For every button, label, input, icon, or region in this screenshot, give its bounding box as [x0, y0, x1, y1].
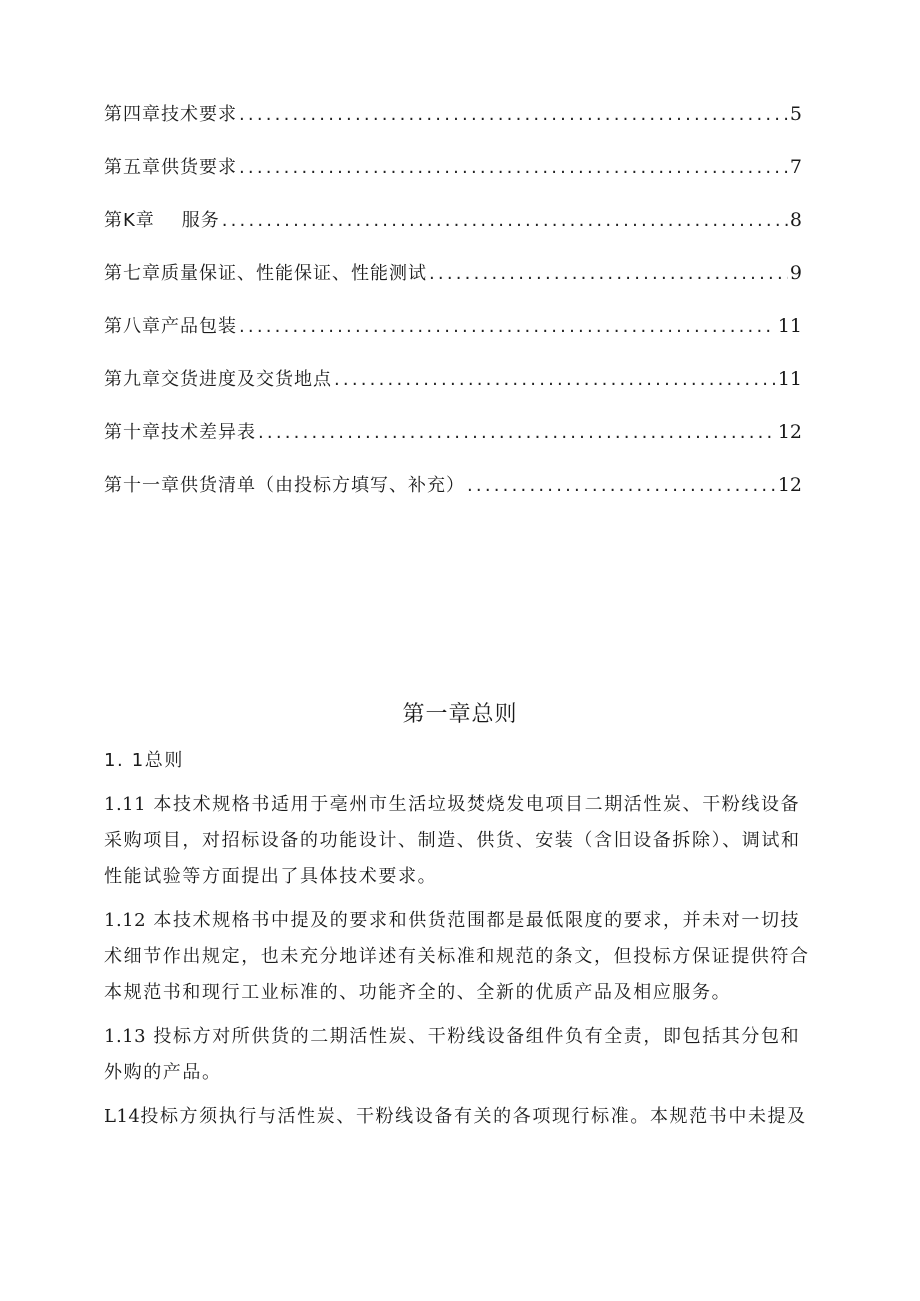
toc-entry[interactable] — [104, 206, 802, 259]
toc-entry-page: 11 — [777, 368, 802, 390]
toc-entry[interactable] — [104, 153, 802, 206]
clause-number: 1.13 — [104, 1026, 147, 1047]
toc-dot-leader — [258, 422, 776, 443]
toc-entry-title: 第九章交货进度及交货地点 — [104, 369, 332, 390]
clause-number: 1.12 — [104, 910, 147, 931]
clause-paragraph — [104, 1099, 818, 1135]
toc-entry[interactable] — [104, 418, 802, 471]
toc-entry-title: 第七章质量保证、性能保证、性能测试 — [104, 263, 427, 284]
toc-dot-leader — [239, 157, 788, 178]
toc-entry-title: 第十一章供货清单（由投标方填写、补充） — [104, 475, 465, 496]
toc-entry-title: 第八章产品包装 — [104, 316, 237, 337]
clause-paragraph — [104, 1019, 818, 1091]
chapter-heading: 第一章总则 — [402, 702, 518, 727]
toc-entry[interactable] — [104, 259, 802, 312]
toc-dot-leader — [429, 263, 788, 284]
clause-text: 投标方须执行与活性炭、干粉线设备有关的各项现行标准。本规范书中未提及 — [140, 1106, 807, 1127]
toc-entry[interactable] — [104, 471, 802, 524]
clause-text: 本技术规格书中提及的要求和供货范围都是最低限度的要求，并未对一切技术细节作出规定，也未充分地详述有关标准和规范的条文，但投标方保证提供符合本规范书和现行工业标准的、功能齐全的、全新的优质产品及相应服务。 — [104, 910, 810, 1003]
table-of-contents — [104, 100, 802, 524]
toc-entry[interactable] — [104, 100, 802, 153]
toc-entry-page: 12 — [777, 421, 802, 443]
toc-dot-leader — [239, 104, 788, 125]
clause-number: L14 — [104, 1106, 141, 1127]
toc-entry-title: 第四章技术要求 — [104, 104, 237, 125]
toc-entry-title: 第十章技术差异表 — [104, 422, 256, 443]
clause-paragraph — [104, 903, 818, 1011]
clause-number: 1.11 — [104, 794, 147, 815]
chapter-body — [104, 743, 818, 1143]
clause-text: 本技术规格书适用于亳州市生活垃圾焚烧发电项目二期活性炭、干粉线设备采购项目，对招标设备的功能设计、制造、供货、安装（含旧设备拆除）、调试和性能试验等方面提出了具体技术要求。 — [104, 794, 801, 887]
toc-entry-page: 12 — [777, 474, 802, 496]
toc-entry-page: 7 — [789, 156, 802, 178]
toc-entry-page: 5 — [789, 103, 802, 125]
toc-entry-title: 第K章 服务 — [104, 210, 220, 231]
toc-entry[interactable] — [104, 312, 802, 365]
toc-entry-title: 第五章供货要求 — [104, 157, 237, 178]
toc-entry[interactable] — [104, 365, 802, 418]
toc-entry-page: 8 — [789, 209, 802, 231]
toc-dot-leader — [334, 369, 776, 390]
toc-dot-leader — [239, 316, 776, 337]
clause-text: 投标方对所供货的二期活性炭、干粉线设备组件负有全责，即包括其分包和外购的产品。 — [104, 1026, 801, 1083]
toc-entry-page: 9 — [789, 262, 802, 284]
section-label: 1. 1总则 — [104, 750, 184, 771]
clause-paragraph — [104, 787, 818, 895]
toc-entry-page: 11 — [777, 315, 802, 337]
toc-dot-leader — [222, 210, 788, 231]
toc-dot-leader — [467, 475, 776, 496]
